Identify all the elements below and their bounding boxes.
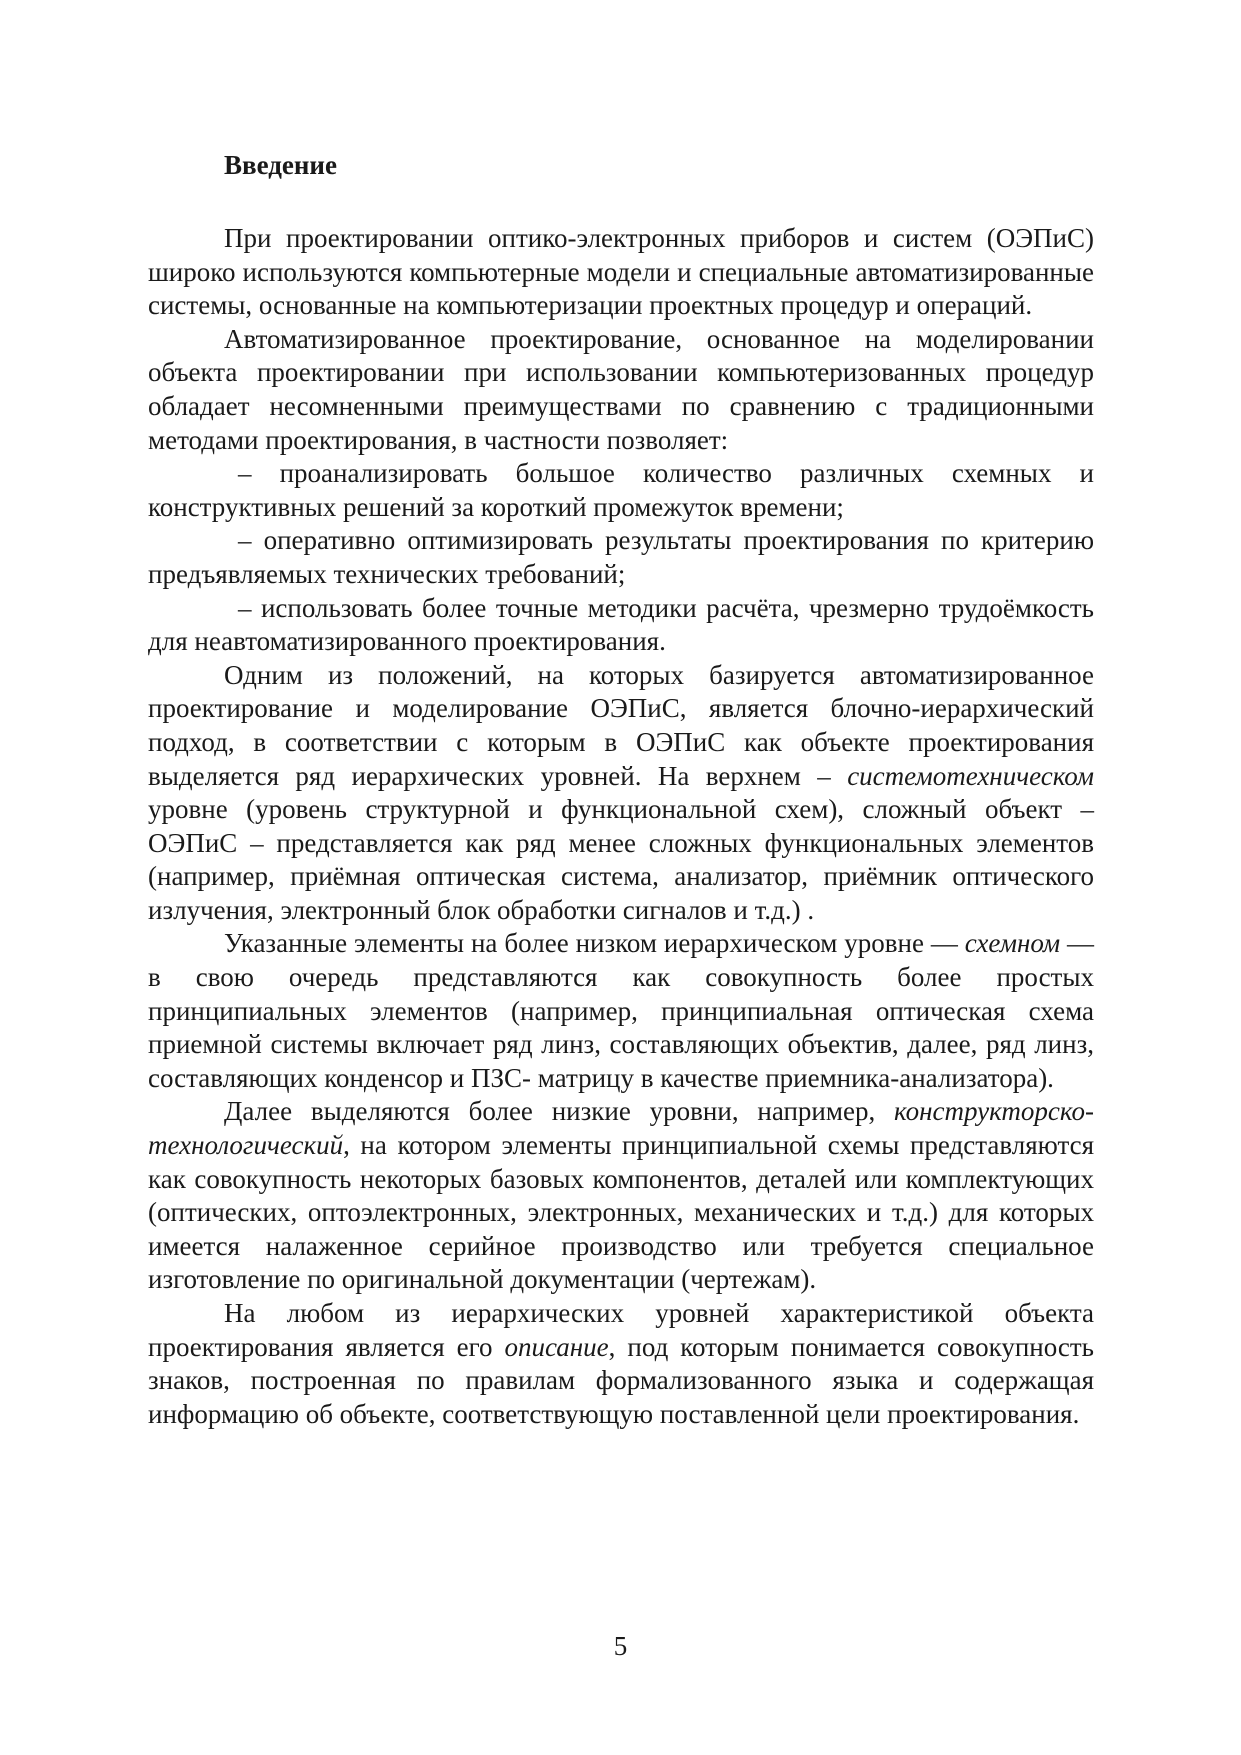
paragraph-5-text-b: , на котором элементы принципиальной схемы представляются как совокупность некоторых базовых компонентов, деталей или комплектующих (оптических, оптоэлектронных, электронных, механических и т.д.) для которых имеется налаженное серийное производство или требуется специальное изготовление по оригинальной документации (чертежам). bbox=[148, 1130, 1094, 1295]
list-item-3: – использовать более точные методики расчёта, чрезмерно трудоёмкость для неавтоматизированного проектирования. bbox=[148, 592, 1094, 657]
list-item-1: – проанализировать большое количество различных схемных и конструктивных решений за короткий промежуток времени; bbox=[148, 458, 1094, 522]
page-number: 5 bbox=[613, 1631, 628, 1661]
paragraph-3 bbox=[148, 659, 1094, 928]
paragraph-6-text-b: , под которым понимается совокупность знаков, построенная по правилам формализованного языка и содержащая информацию об объекте, соответствующую поставленной цели проектирования. bbox=[148, 1331, 1094, 1429]
paragraph-4 bbox=[148, 927, 1094, 1095]
section-heading: Введение bbox=[224, 150, 337, 180]
paragraph-5-text-a: Далее выделяются более низкие уровни, например, bbox=[224, 1096, 895, 1127]
paragraph-6-emphasis: описание bbox=[504, 1331, 609, 1362]
paragraph-5 bbox=[148, 1095, 1094, 1297]
paragraph-4-emphasis: схемном bbox=[964, 928, 1061, 959]
paragraph-3-emphasis: системотехническом bbox=[847, 760, 1094, 791]
paragraph-5-emphasis: конструкторско-технологический bbox=[148, 1096, 1094, 1161]
list-item-2: – оперативно оптимизировать результаты проектирования по критерию предъявляемых технических требований; bbox=[148, 525, 1094, 589]
paragraph-3-text-b: уровне (уровень структурной и функциональной схем), сложный объект – ОЭПиС – представляется как ряд менее сложных функциональных элементов (например, приёмная оптическая система, анализатор, приёмник оптического излучения, электронный блок обработки сигналов и т.д.) . bbox=[148, 794, 1094, 925]
paragraph-6 bbox=[148, 1297, 1094, 1431]
paragraph-2: Автоматизированное проектирование, основанное на моделировании объекта проектировании при использовании компьютеризованных процедур обладает несомненными преимуществами по сравнению с традиционными методами проектирования, в частности позволяет: bbox=[148, 323, 1094, 455]
paragraph-1: При проектировании оптико-электронных приборов и систем (ОЭПиС) широко используются компьютерные модели и специальные автоматизированные системы, основанные на компьютеризации проектных процедур и операций. bbox=[148, 223, 1094, 321]
paragraph-4-text-b: — в свою очередь представляются как совокупность более простых принципиальных элементов (например, принципиальная оптическая схема приемной системы включает ряд линз, составляющих объектив, далее, ряд линз, составляющих конденсор и ПЗС- матрицу в качестве приемника-анализатора). bbox=[148, 928, 1094, 1093]
paragraph-3-text-a: Одним из положений, на которых базируется автоматизированное проектирование и моделирование ОЭПиС, является блочно-иерархический подход, в соответствии с которым в ОЭПиС как объекте проектирования выделяется ряд иерархических уровней. На верхнем – bbox=[148, 659, 1094, 791]
page-body bbox=[148, 148, 1094, 1431]
paragraph-6-text-a: На любом из иерархических уровней характеристикой объекта проектирования является его bbox=[148, 1298, 1094, 1362]
paragraph-4-text-a: Указанные элементы на более низком иерархическом уровне — bbox=[224, 928, 965, 959]
